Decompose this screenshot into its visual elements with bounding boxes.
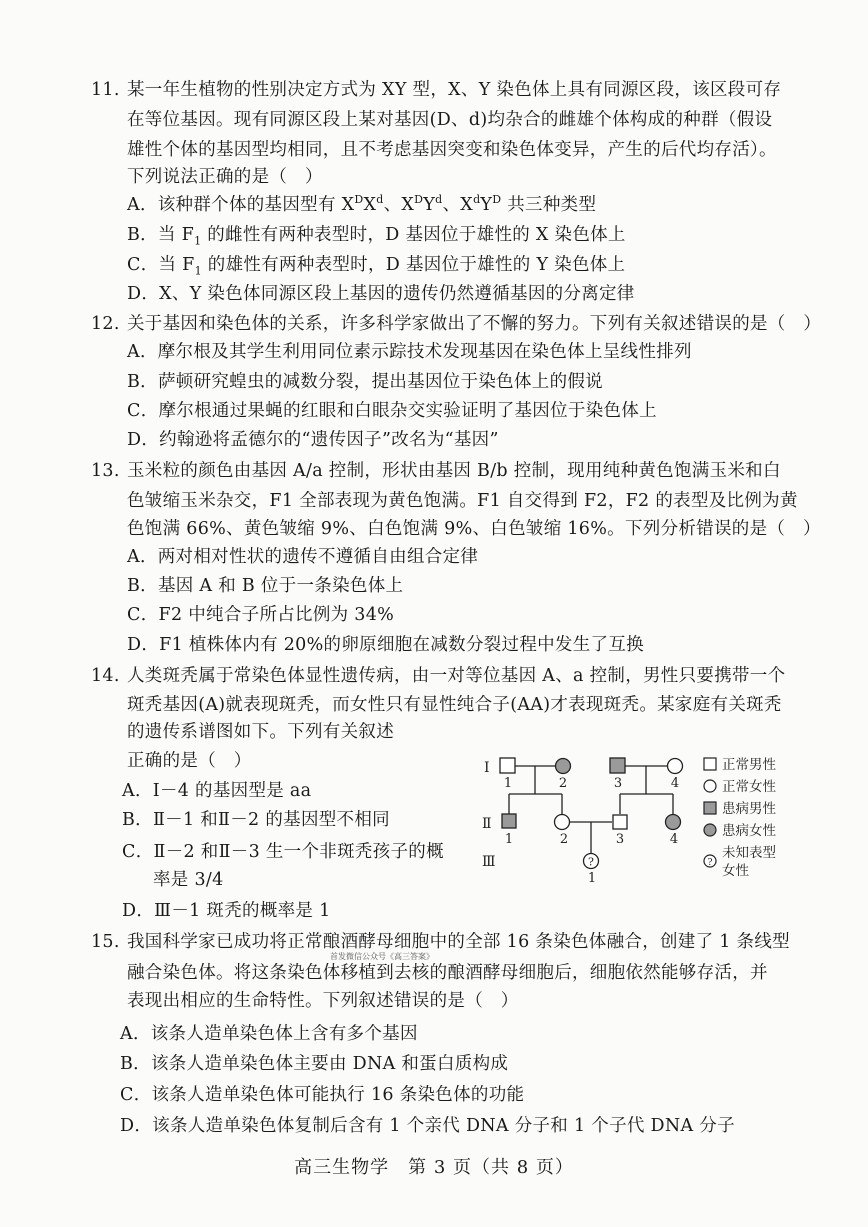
- question-number: 12.: [91, 314, 120, 334]
- generation-label-ii: Ⅱ: [482, 816, 492, 832]
- option-d: D．该条人造单染色体复制后含有 1 个亲代 DNA 分子和 1 个子代 DNA 分子: [120, 1116, 735, 1136]
- option-c: C．当 $F_1$ 的雄性有两种表型时，D 基因位于雄性的 Y 染色体上: [127, 255, 626, 278]
- question-stem-line: 融合染色体。将这条染色体移植到去核的酿酒酵母细胞后，细胞依然能够存活，并: [127, 963, 768, 983]
- individual-number: 4: [669, 832, 679, 847]
- question-stem-line: 关于基因和染色体的关系，许多科学家做出了不懈的努力。下列有关叙述错误的是（ ）: [127, 314, 822, 334]
- option-d: D．X、Y 染色体同源区段上基因的遗传仍然遵循基因的分离定律: [127, 284, 635, 304]
- individual-number: 3: [615, 832, 625, 847]
- pedigree-chart: [470, 748, 790, 888]
- pedigree-ii-1-affected-male: [502, 814, 516, 828]
- option-c: C．F2 中纯合子所占比例为 34%: [127, 605, 395, 625]
- legend-normal-female-label: 正常女性: [722, 779, 776, 795]
- legend-unknown-label: 未知表型: [722, 845, 776, 861]
- individual-number: 4: [670, 776, 680, 791]
- question-stem-line: 表现出相应的生命特性。下列叙述错误的是（ ）: [127, 991, 519, 1011]
- legend-normal-male-icon: [704, 758, 716, 770]
- option-a: A．该条人造单染色体上含有多个基因: [120, 1024, 418, 1044]
- option-b: B．萨顿研究蝗虫的减数分裂，提出基因位于染色体上的假说: [127, 372, 603, 392]
- individual-number: 2: [558, 776, 568, 791]
- question-number: 11.: [91, 80, 120, 100]
- option-a: A．摩尔根及其学生利用同位素示踪技术发现基因在染色体上呈线性排列: [127, 342, 692, 362]
- individual-number: 1: [587, 871, 597, 886]
- question-stem-line: 雄性个体的基因型均相同，且不考虑基因突变和染色体变异，产生的后代均存活）。: [127, 140, 777, 160]
- question-stem-line: 玉米粒的颜色由基因 A/a 控制，形状由基因 B/b 控制，现用纯种黄色饱满玉米和白: [127, 461, 781, 481]
- legend-affected-female-icon: [704, 824, 716, 836]
- question-number: 14.: [91, 666, 120, 686]
- individual-number: 2: [559, 832, 569, 847]
- question-stem-line: 在等位基因。现有同源区段上某对基因(D、d)均杂合的雌雄个体构成的种群（假设: [127, 110, 773, 130]
- individual-number: 3: [613, 776, 623, 791]
- option-d: D．F1 植株体内有 20%的卵原细胞在减数分裂过程中发生了互换: [127, 635, 644, 655]
- option-b: B．该条人造单染色体主要由 DNA 和蛋白质构成: [120, 1054, 509, 1074]
- option-c: C．摩尔根通过果蝇的红眼和白眼杂交实验证明了基因位于染色体上: [127, 401, 657, 421]
- option-b: B．基因 A 和 B 位于一条染色体上: [127, 576, 404, 596]
- legend-normal-male-label: 正常男性: [722, 757, 776, 773]
- question-stem-line: 我国科学家已成功将正常酿酒酵母细胞中的全部 16 条染色体融合，创建了 1 条线型: [127, 932, 790, 952]
- legend-affected-male-icon: [704, 802, 716, 814]
- legend-affected-female-label: 患病女性: [722, 823, 776, 839]
- question-number: 13.: [91, 461, 120, 481]
- question-stem-line: 人类斑秃属于常染色体显性遗传病，由一对等位基因 A、a 控制，男性只要携带一个: [127, 666, 786, 686]
- page-footer: 高三生物学 第 3 页（共 8 页）: [294, 1157, 574, 1178]
- option-a: A．两对相对性状的遗传不遵循自由组合定律: [127, 547, 479, 567]
- pedigree-i-1-normal-male: [500, 758, 515, 773]
- pedigree-ii-4-affected-female: [666, 815, 681, 830]
- legend-affected-male-label: 患病男性: [722, 801, 776, 817]
- unknown-mark: ?: [588, 855, 594, 869]
- question-stem-line: 的遗传系谱图如下。下列有关叙述: [127, 722, 394, 742]
- pedigree-ii-3-normal-male: [613, 815, 627, 829]
- pedigree-i-4-normal-female: [668, 759, 683, 774]
- pedigree-i-3-affected-male: [610, 758, 625, 773]
- question-stem-line: 色饱满 66%、黄色皱缩 9%、白色饱满 9%、白色皱缩 16%。下列分析错误的是（ ）: [127, 519, 821, 539]
- question-stem-line: 色皱缩玉米杂交，F1 全部表现为黄色饱满。F1 自交得到 F2，F2 的表型及比例为黄: [127, 491, 798, 511]
- option-label: C．: [127, 255, 159, 275]
- option-c: C．Ⅱ－2 和Ⅱ－3 生一个非斑秃孩子的概: [122, 842, 444, 862]
- pedigree-i-2-affected-female: [556, 759, 571, 774]
- question-stem-line: 正确的是（ ）: [127, 751, 252, 771]
- option-label: A．: [127, 195, 158, 215]
- legend-unknown-female-label: 女性: [722, 863, 749, 879]
- watermark-text: 首发微信公众号《高三答案》: [330, 952, 434, 961]
- question-stem-line: 斑秃基因(A)就表现斑秃，而女性只有显性纯合子(AA)才表现斑秃。某家庭有关斑秃: [127, 695, 782, 715]
- option-b: B．Ⅱ－1 和Ⅱ－2 的基因型不相同: [122, 810, 390, 830]
- legend-normal-female-icon: [704, 780, 716, 792]
- question-stem-line: 某一年生植物的性别决定方式为 XY 型，X、Y 染色体上具有同源区段，该区段可存: [127, 80, 782, 100]
- option-c-continued: 率是 3/4: [153, 870, 224, 890]
- pedigree-ii-2-normal-female: [555, 815, 570, 830]
- generation-label-iii: Ⅲ: [482, 854, 496, 870]
- question-number: 15.: [91, 932, 120, 952]
- option-d: D．Ⅲ－1 斑秃的概率是 1: [122, 901, 331, 921]
- generation-label-i: Ⅰ: [484, 760, 490, 776]
- option-label: B．: [127, 225, 158, 245]
- option-b: B．当 $F_1$ 的雌性有两种表型时，D 基因位于雄性的 X 染色体上: [127, 225, 626, 248]
- option-label: D．: [127, 284, 160, 304]
- question-stem-line: 下列说法正确的是（ ）: [127, 167, 323, 187]
- option-a: A．Ⅰ－4 的基因型是 aa: [122, 781, 312, 801]
- individual-number: 1: [503, 776, 513, 791]
- individual-number: 1: [504, 832, 514, 847]
- option-c: C．该条人造单染色体可能执行 16 条染色体的功能: [120, 1085, 525, 1105]
- option-a: A．该种群个体的基因型有 $X^DX^d$、$X^DY^d$、$X^dY^D$ 共三种类型: [127, 193, 597, 215]
- unknown-mark: ?: [707, 858, 713, 868]
- option-d: D．约翰逊将孟德尔的“遗传因子”改名为“基因”: [127, 430, 499, 450]
